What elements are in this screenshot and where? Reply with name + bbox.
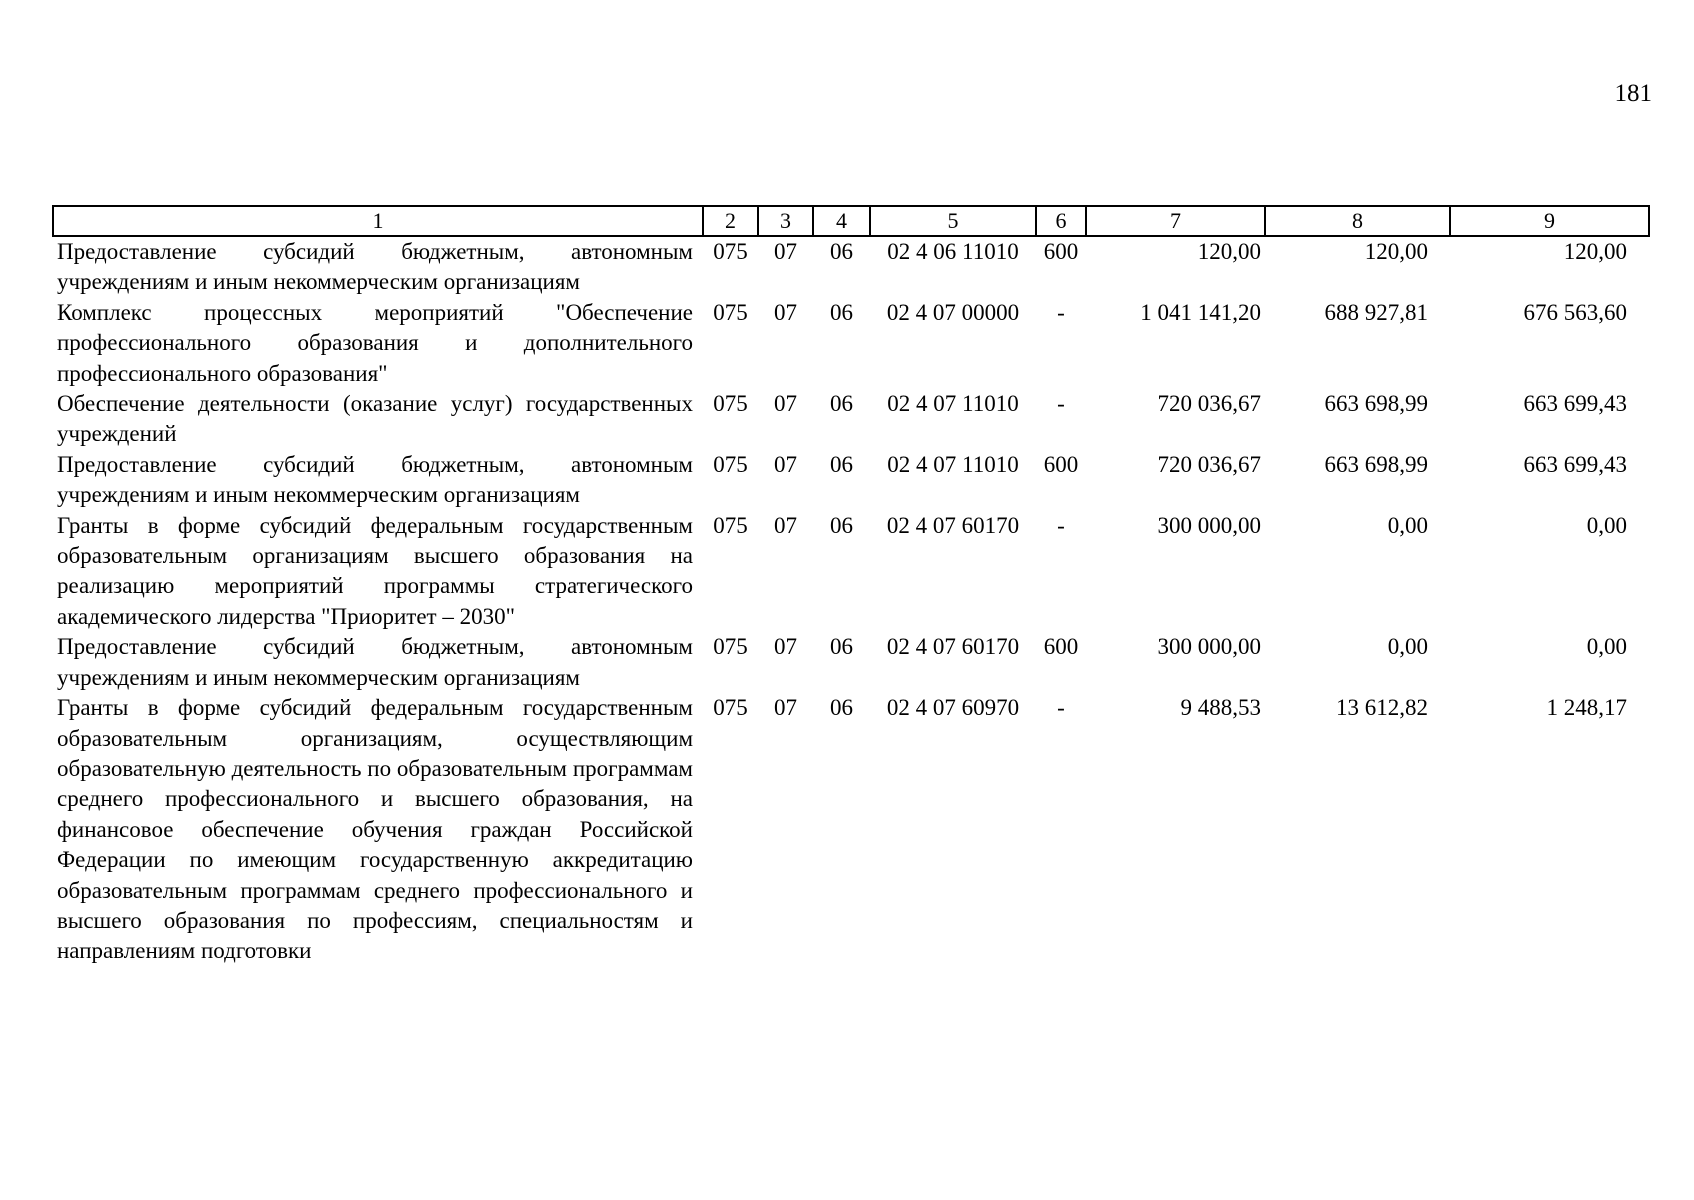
amount-col-8: 13 612,82 xyxy=(1336,695,1428,721)
section-code: 07 xyxy=(774,391,797,417)
amount-col-7: 300 000,00 xyxy=(1157,512,1261,538)
amount-col-8: 663 698,99 xyxy=(1324,451,1428,477)
table-row xyxy=(53,236,1649,298)
amount-col-9: 0,00 xyxy=(1586,634,1627,660)
expense-type-code: 600 xyxy=(1043,451,1079,477)
row-description: Предоставление субсидий бюджетным, автономным учреждениям и иным некоммерческим организациям xyxy=(57,451,693,508)
expense-type-code: - xyxy=(1057,391,1065,417)
ministry-code: 075 xyxy=(713,512,748,538)
target-article-code: 02 4 07 11010 xyxy=(887,391,1019,417)
amount-col-8: 663 698,99 xyxy=(1324,391,1428,417)
header-col-5: 5 xyxy=(870,206,1036,236)
subsection-code: 06 xyxy=(830,451,853,477)
header-col-3: 3 xyxy=(758,206,813,236)
header-col-9: 9 xyxy=(1450,206,1649,236)
section-code: 07 xyxy=(774,634,797,660)
table-row xyxy=(53,511,1649,633)
target-article-code: 02 4 07 11010 xyxy=(887,451,1019,477)
subsection-code: 06 xyxy=(830,391,853,417)
table-row xyxy=(53,450,1649,511)
subsection-code: 06 xyxy=(830,299,853,325)
budget-table xyxy=(52,205,1650,967)
target-article-code: 02 4 07 60970 xyxy=(886,695,1020,721)
row-description: Гранты в форме субсидий федеральным государственным образовательным организациям, осуществляющим образовательную деятельность по образовательным программам среднего профессионального и высшего образования, на финансовое обеспечение обучения граждан Российской Федерации по имеющим государственную аккредитацию образовательным программам среднего профессионального и высшего образования по профессиям, специальностям и направлениям подготовки xyxy=(57,695,693,964)
ministry-code: 075 xyxy=(713,391,748,417)
amount-col-9: 1 248,17 xyxy=(1546,695,1627,721)
target-article-code: 02 4 06 11010 xyxy=(887,239,1019,264)
section-code: 07 xyxy=(774,451,797,477)
subsection-code: 06 xyxy=(830,634,853,660)
amount-col-7: 720 036,67 xyxy=(1157,451,1261,477)
ministry-code: 075 xyxy=(713,634,748,660)
table-row xyxy=(53,632,1649,693)
expense-type-code: 600 xyxy=(1043,239,1079,264)
expense-type-code: - xyxy=(1057,299,1065,325)
target-article-code: 02 4 07 60170 xyxy=(886,634,1020,660)
ministry-code: 075 xyxy=(713,239,748,264)
amount-col-8: 0,00 xyxy=(1387,512,1428,538)
row-description: Комплекс процессных мероприятий "Обеспечение профессионального образования и дополнительного профессионального образования" xyxy=(57,299,693,386)
row-description: Предоставление субсидий бюджетным, автономным учреждениям и иным некоммерческим организациям xyxy=(57,634,693,690)
table-row xyxy=(53,298,1649,389)
ministry-code: 075 xyxy=(713,299,748,325)
amount-col-9: 676 563,60 xyxy=(1523,299,1627,325)
amount-col-8: 688 927,81 xyxy=(1324,299,1428,325)
header-col-6: 6 xyxy=(1036,206,1086,236)
row-description: Предоставление субсидий бюджетным, автономным учреждениям и иным некоммерческим организациям xyxy=(57,239,693,295)
section-code: 07 xyxy=(774,299,797,325)
amount-col-7: 9 488,53 xyxy=(1180,695,1261,721)
amount-col-7: 120,00 xyxy=(1197,239,1261,264)
section-code: 07 xyxy=(774,695,797,721)
header-row xyxy=(53,206,1649,236)
amount-col-9: 120,00 xyxy=(1563,239,1627,264)
amount-col-8: 120,00 xyxy=(1364,239,1428,264)
target-article-code: 02 4 07 60170 xyxy=(886,512,1020,538)
row-description: Обеспечение деятельности (оказание услуг) государственных учреждений xyxy=(57,391,693,447)
expense-type-code: 600 xyxy=(1043,634,1079,660)
ministry-code: 075 xyxy=(713,451,748,477)
row-description: Гранты в форме субсидий федеральным государственным образовательным организациям высшего образования на реализацию мероприятий программы стратегического академического лидерства "Приоритет – 2030" xyxy=(57,512,693,629)
page-number: 181 xyxy=(1614,80,1652,107)
section-code: 07 xyxy=(774,512,797,538)
header-col-1: 1 xyxy=(53,206,703,236)
amount-col-8: 0,00 xyxy=(1387,634,1428,660)
header-col-7: 7 xyxy=(1086,206,1265,236)
header-col-2: 2 xyxy=(703,206,758,236)
target-article-code: 02 4 07 00000 xyxy=(886,299,1020,325)
subsection-code: 06 xyxy=(830,512,853,538)
expense-type-code: - xyxy=(1057,512,1065,538)
section-code: 07 xyxy=(774,239,797,264)
amount-col-9: 0,00 xyxy=(1586,512,1627,538)
ministry-code: 075 xyxy=(713,695,748,721)
table-row xyxy=(53,693,1649,967)
amount-col-9: 663 699,43 xyxy=(1523,451,1627,477)
header-col-4: 4 xyxy=(813,206,870,236)
table-row xyxy=(53,389,1649,450)
header-col-8: 8 xyxy=(1265,206,1450,236)
subsection-code: 06 xyxy=(830,239,853,264)
amount-col-7: 1 041 141,20 xyxy=(1140,299,1261,325)
amount-col-7: 300 000,00 xyxy=(1157,634,1261,660)
subsection-code: 06 xyxy=(830,695,853,721)
amount-col-9: 663 699,43 xyxy=(1523,391,1627,417)
expense-type-code: - xyxy=(1057,695,1065,721)
amount-col-7: 720 036,67 xyxy=(1157,391,1261,417)
